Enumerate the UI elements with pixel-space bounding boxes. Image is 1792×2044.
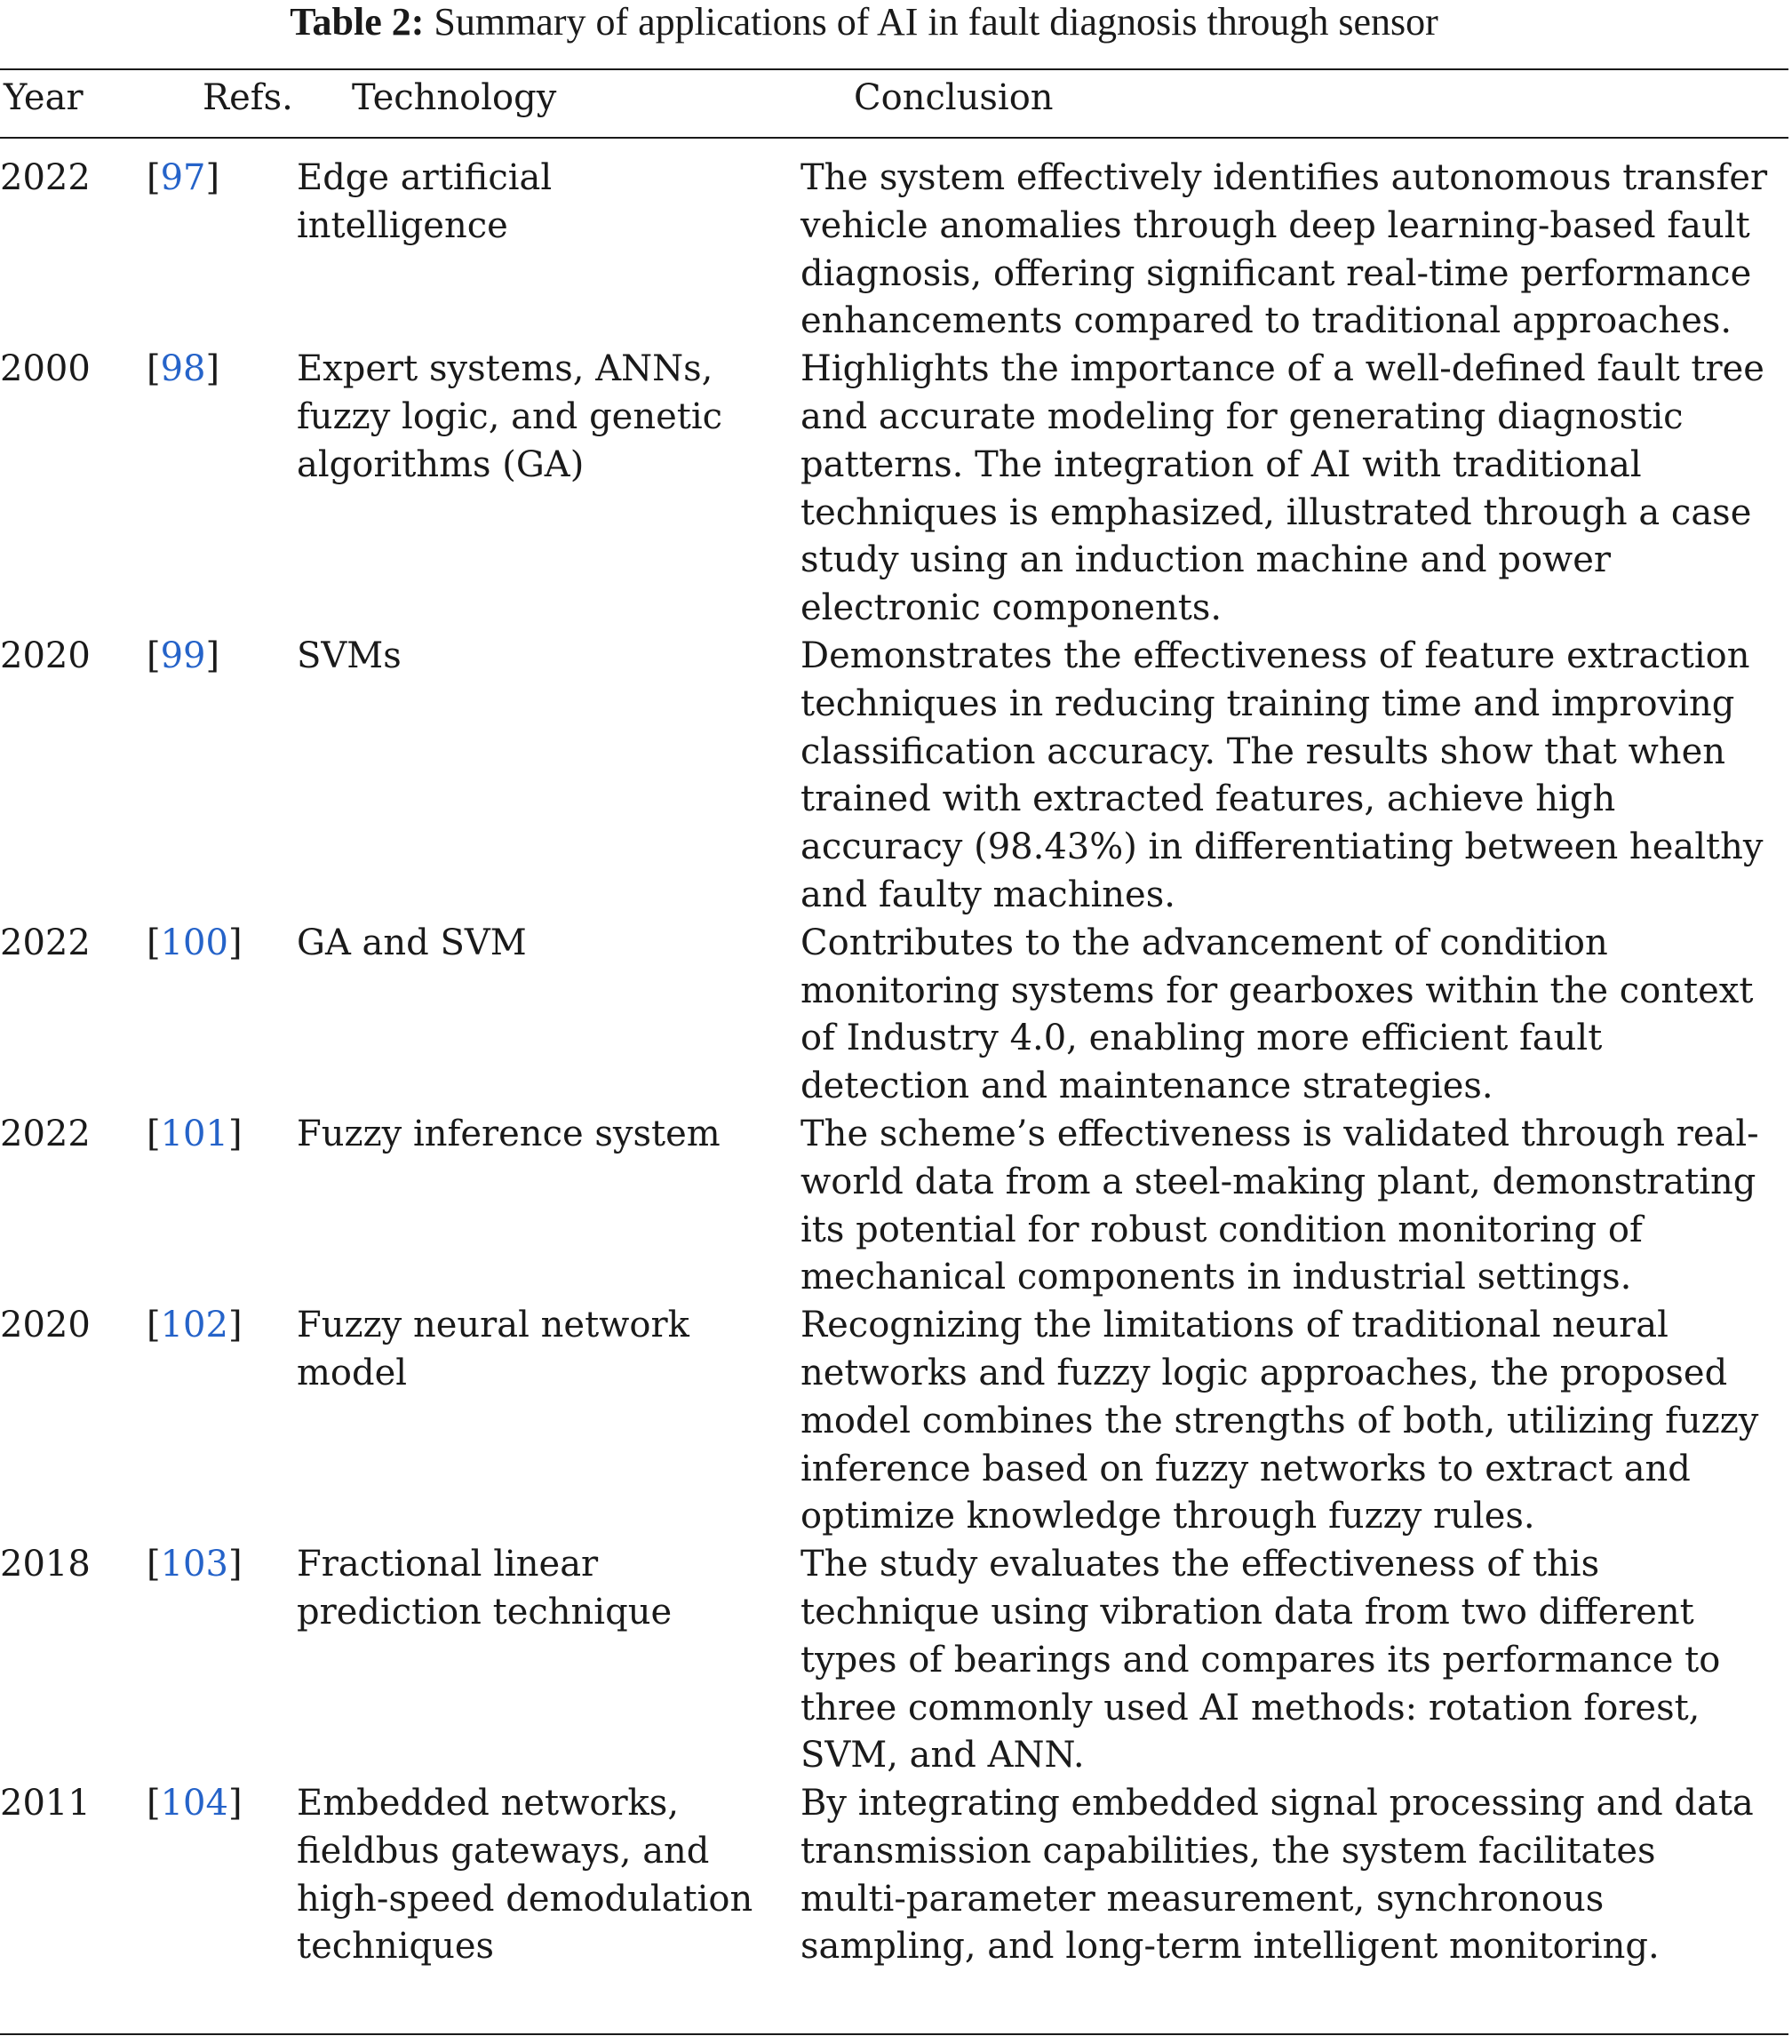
conclusion-cell: The study evaluates the effectiveness of this technique using vibration data from two different types of bearings and compares its performance to three commonly used AI methods: rotation forest, SVM, and ANN. <box>800 1544 1721 1777</box>
citation-link[interactable]: 99 <box>160 635 206 676</box>
technology-cell: Fuzzy neural network model <box>297 1305 689 1393</box>
year-cell: 2018 <box>0 1544 91 1585</box>
ref-cell: [104] <box>147 1783 243 1824</box>
table-caption-label: Table 2: <box>290 0 425 44</box>
year-cell: 2022 <box>0 1113 91 1154</box>
year-cell: 2011 <box>0 1783 91 1824</box>
table-row <box>0 920 1788 1111</box>
technology-cell: Fuzzy inference system <box>297 1113 721 1154</box>
table-row <box>0 1111 1788 1302</box>
technology-cell: SVMs <box>297 635 402 676</box>
technology-cell: Fractional linear prediction technique <box>297 1544 673 1633</box>
year-cell: 2020 <box>0 1305 91 1346</box>
technology-cell: GA and SVM <box>297 922 527 963</box>
year-cell: 2000 <box>0 348 91 390</box>
citation-link[interactable]: 98 <box>160 348 206 390</box>
citation-link[interactable]: 101 <box>160 1113 228 1154</box>
ref-cell: [99] <box>147 635 220 676</box>
table-row <box>0 346 1788 633</box>
ref-cell: [103] <box>147 1544 243 1585</box>
table-row <box>0 1541 1788 1780</box>
table-bottom-rule <box>0 2033 1788 2035</box>
table-top-rule <box>0 68 1788 70</box>
column-header-refs: Refs. <box>203 77 293 118</box>
year-cell: 2022 <box>0 922 91 963</box>
conclusion-cell: Highlights the importance of a well-defined fault tree and accurate modeling for generating diagnostic patterns. The integration of AI with traditional techniques is emphasized, illustrated through a case study using an induction machine and power electronic components. <box>800 348 1764 629</box>
technology-cell: Edge artificial intelligence <box>297 157 553 246</box>
year-cell: 2020 <box>0 635 91 676</box>
conclusion-cell: Recognizing the limitations of traditional neural networks and fuzzy logic approaches, the proposed model combines the strengths of both, utilizing fuzzy inference based on fuzzy networks to extract and optimize knowledge through fuzzy rules. <box>800 1305 1759 1537</box>
citation-link[interactable]: 97 <box>160 157 206 198</box>
conclusion-cell: The system effectively identifies autonomous transfer vehicle anomalies through deep learning-based fault diagnosis, offering significant real-time performance enhancements compared to traditional approaches. <box>800 157 1768 342</box>
table-header-rule <box>0 137 1788 139</box>
ref-cell: [98] <box>147 348 220 390</box>
year-cell: 2022 <box>0 157 91 198</box>
table-row <box>0 1780 1788 1971</box>
table-row <box>0 155 1788 346</box>
citation-link[interactable]: 100 <box>160 922 228 963</box>
conclusion-cell: Contributes to the advancement of condition monitoring systems for gearboxes within the context of Industry 4.0, enabling more efficient fault detection and maintenance strategies. <box>800 922 1754 1107</box>
table-row <box>0 633 1788 920</box>
ref-cell: [102] <box>147 1305 243 1346</box>
technology-cell: Embedded networks, fieldbus gateways, and high-speed demodulation techniques <box>297 1783 753 1968</box>
conclusion-cell: Demonstrates the effectiveness of feature extraction techniques in reducing training time and improving classification accuracy. The results show that when trained with extracted features, achieve high accuracy (98.43%) in differentiating between healthy and faulty machines. <box>800 635 1764 915</box>
ref-cell: [100] <box>147 922 243 963</box>
citation-link[interactable]: 104 <box>160 1783 228 1824</box>
conclusion-cell: By integrating embedded signal processing and data transmission capabilities, the system facilitates multi-parameter measurement, synchronous sampling, and long-term intelligent monitoring. <box>800 1783 1754 1968</box>
technology-cell: Expert systems, ANNs, fuzzy logic, and genetic algorithms (GA) <box>297 348 723 485</box>
table-row <box>0 1302 1788 1541</box>
table-caption-text: Summary of applications of AI in fault diagnosis through sensor <box>434 0 1438 44</box>
citation-link[interactable]: 103 <box>160 1544 228 1585</box>
ref-cell: [101] <box>147 1113 243 1154</box>
table-body <box>0 155 1788 1971</box>
conclusion-cell: The scheme’s effectiveness is validated through real-world data from a steel-making plant, demonstrating its potential for robust condition monitoring of mechanical components in industrial settings. <box>800 1113 1759 1298</box>
column-header-technology: Technology <box>352 77 557 118</box>
column-header-conclusion: Conclusion <box>854 77 1054 118</box>
ref-cell: [97] <box>147 157 220 198</box>
table-caption <box>0 0 1728 44</box>
citation-link[interactable]: 102 <box>160 1305 228 1346</box>
column-header-year: Year <box>4 77 84 118</box>
